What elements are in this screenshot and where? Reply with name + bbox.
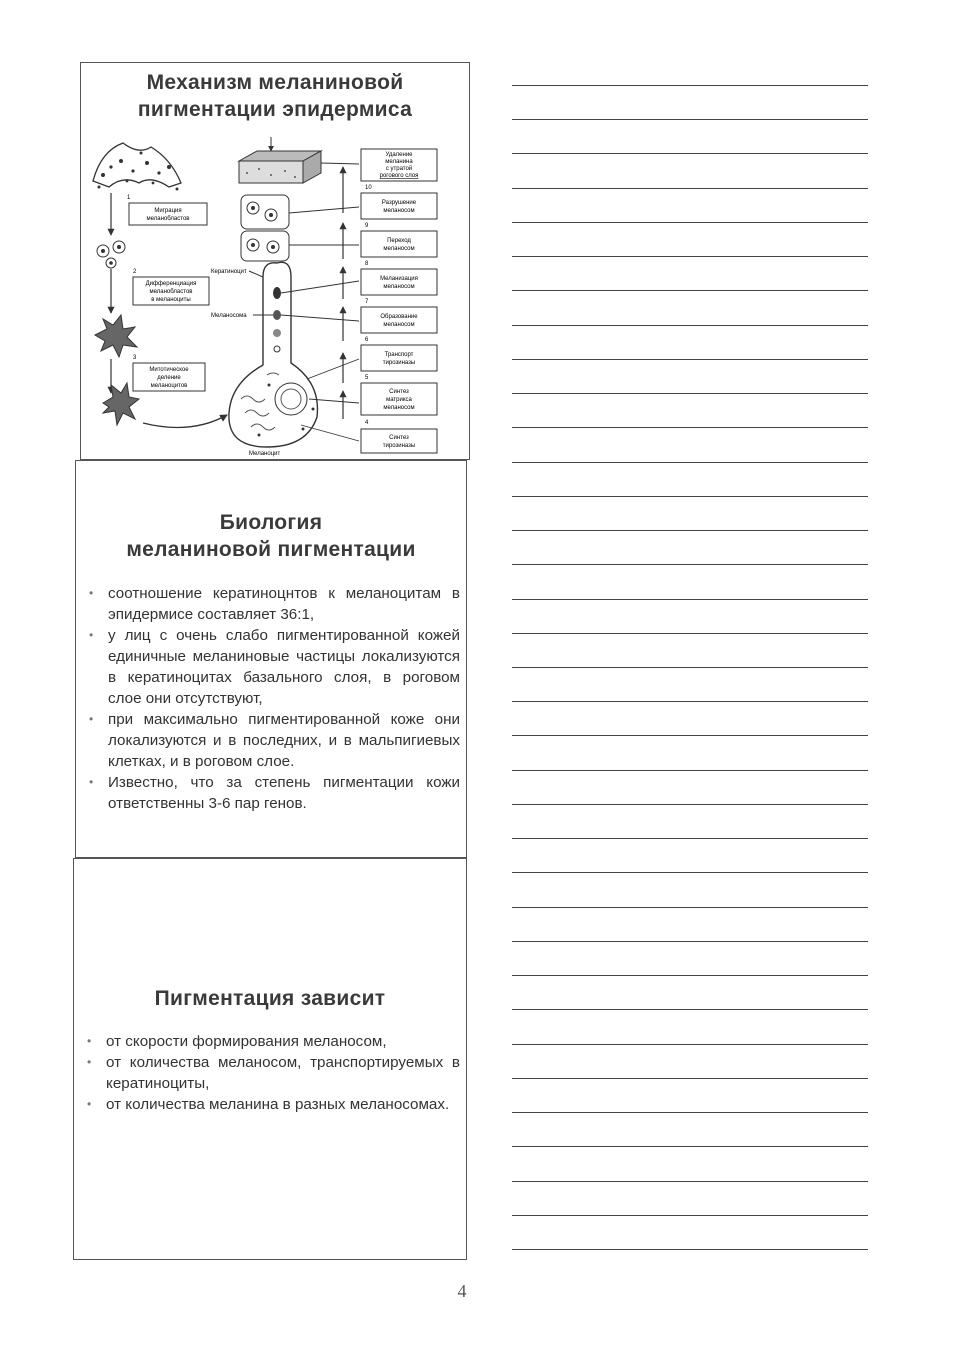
svg-text:меланосом: меланосом [383,322,415,328]
list-item: • от количества меланосом, транспортируемых в кератиноциты, [80,1052,460,1094]
svg-text:Митотическое: Митотическое [149,367,189,373]
note-line [512,530,868,531]
svg-text:меланосом: меланосом [383,246,415,252]
slide-title: Биология меланиновой пигментации [126,511,416,561]
note-line [512,496,868,497]
note-line [512,1249,868,1250]
note-line [512,188,868,189]
list-item: • от скорости формирования меланосом, [80,1031,460,1052]
svg-text:Переход: Переход [387,238,411,244]
note-line [512,975,868,976]
melanosome-label: Меланосома [211,313,247,319]
svg-text:Меланизация: Меланизация [380,276,418,282]
note-line [512,222,868,223]
svg-text:8: 8 [365,261,369,267]
list-item: • у лиц с очень слабо пигментированной кожей единичные меланиновые частицы локализуются в кератиноцитах базального слоя, в роговом слое они отсутствуют, [82,625,460,709]
svg-text:меланоцитов: меланоцитов [150,383,188,389]
svg-text:деление: деление [157,375,181,381]
svg-text:10: 10 [365,185,372,191]
svg-text:9: 9 [365,223,369,229]
list-item: • при максимально пигментированной коже они локализуются и в последних, и в мальпигиевых клетках, и в роговом слое. [82,709,460,772]
svg-text:матрикса: матрикса [386,397,412,403]
svg-text:рогового слоя: рогового слоя [379,173,419,179]
note-line [512,1181,868,1182]
note-line [512,872,868,873]
svg-text:меланосом: меланосом [383,405,415,411]
svg-text:Удаление: Удаление [385,152,413,158]
svg-text:меланобластов: меланобластов [146,216,190,222]
note-line [512,701,868,702]
svg-text:5: 5 [365,375,369,381]
note-line [512,941,868,942]
note-line [512,735,868,736]
svg-text:Синтез: Синтез [389,389,409,395]
svg-text:Синтез: Синтез [389,435,409,441]
bullet-list [80,1031,460,1115]
melanocyte-label: Меланоцит [249,451,281,457]
bullet-list [82,583,460,814]
note-line [512,290,868,291]
slide-melanin-mechanism [80,62,470,460]
svg-text:4: 4 [365,420,369,426]
melanin-pigmentation-diagram [81,63,469,459]
note-line [512,1215,868,1216]
note-line [512,393,868,394]
note-line [512,564,868,565]
note-line [512,599,868,600]
note-line [512,1112,868,1113]
page-number: 4 [457,1281,467,1301]
svg-text:меланина: меланина [385,159,413,165]
slide-melanin-biology [75,460,467,858]
note-line [512,1044,868,1045]
svg-text:Транспорт: Транспорт [384,352,414,358]
svg-text:1: 1 [127,195,131,201]
keratinocyte-label: Кератиноцит [211,269,247,275]
svg-text:6: 6 [365,337,369,343]
svg-text:меланобластов: меланобластов [149,289,193,295]
note-line [512,770,868,771]
note-line [512,667,868,668]
left-steps [127,195,209,391]
note-line [512,907,868,908]
svg-text:7: 7 [365,299,369,305]
list-item: • Известно, что за степень пигментации кожи ответственны 3-6 пар генов. [82,772,460,814]
note-line [512,85,868,86]
svg-text:2: 2 [133,269,137,275]
note-line [512,256,868,257]
svg-text:меланосом: меланосом [383,208,415,214]
note-line [512,633,868,634]
right-steps [361,149,437,453]
note-line [512,1009,868,1010]
svg-text:Дифференциация: Дифференциация [145,281,197,287]
svg-text:тирозиназы: тирозиназы [382,443,416,449]
slide-pigmentation-depends [73,858,467,1260]
svg-text:с утратой: с утратой [385,166,413,172]
slide-title: Механизм меланиновой пигментации эпидермиса [137,71,413,121]
note-line [512,325,868,326]
list-item: • от количества меланина в разных меланосомах. [80,1094,460,1115]
svg-text:Миграция: Миграция [154,208,182,214]
list-item: • соотношение кератиноцнтов к меланоцитам в эпидермисе составляет 36:1, [82,583,460,625]
note-line [512,427,868,428]
note-line [512,462,868,463]
note-line [512,1078,868,1079]
slide-title: Пигментация зависит [154,987,386,1010]
note-line [512,838,868,839]
svg-text:Разрушение: Разрушение [381,200,417,206]
note-line [512,119,868,120]
svg-text:в меланоциты: в меланоциты [151,297,191,303]
svg-text:Образование: Образование [380,314,418,320]
svg-text:меланосом: меланосом [383,284,415,290]
note-line [512,804,868,805]
svg-text:тирозиназы: тирозиназы [382,360,416,366]
note-line [512,153,868,154]
note-line [512,1146,868,1147]
note-line [512,359,868,360]
svg-text:3: 3 [133,355,137,361]
